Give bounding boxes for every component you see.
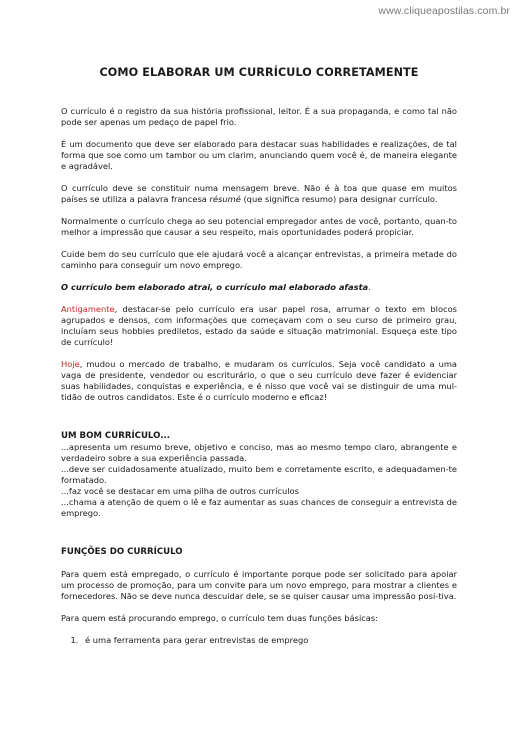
list-item: 1. é uma ferramenta para gerar entrevistas de emprego	[81, 635, 457, 646]
document-body	[61, 67, 457, 646]
functions-list	[61, 635, 457, 646]
paragraph-employed: Para quem está empregado, o currículo é importante porque pode ser solicitado para apoiar um processo de promoção, para um convite para um novo emprego, para mostrar a clientes e fornecedores. Não se deve nunca descuidar dele, se se quiser causar uma impressão posi-tiva.	[61, 569, 457, 601]
paragraph-motto	[61, 282, 457, 293]
list-item: ...chama a atenção de quem o lê e faz aumentar as suas chances de conseguir a entrevista de emprego.	[61, 497, 457, 518]
paragraph-document: É um documento que deve ser elaborado para destacar suas habilidades e realizações, de tal forma que soe como um tambor ou um clarim, anunciando quem você é, de maneira elegante e agradável.	[61, 139, 457, 171]
text-span: O currículo deve se constituir numa mensagem breve. Não é à toa que quase em muitos países se utiliza a palavra francesa	[61, 183, 457, 204]
document-title: COMO ELABORAR UM CURRÍCULO CORRETAMENTE	[99, 66, 419, 79]
motto-text: O currículo bem elaborado atrai, o currículo mal elaborado afasta	[61, 282, 369, 292]
motto-period: .	[368, 282, 371, 292]
heading-good-resume: UM BOM CURRÍCULO...	[61, 431, 171, 441]
heading-functions: FUNÇÕES DO CURRÍCULO	[61, 547, 183, 557]
paragraph-care: Cuide bem do seu currículo que ele ajudará você a alcançar entrevistas, a primeira metade do caminho para conseguir um novo emprego.	[61, 249, 457, 270]
list-item: ...faz você se destacar em uma pilha de outros currículos	[61, 486, 299, 496]
good-resume-list	[61, 442, 457, 519]
list-item: ...deve ser cuidadosamente atualizado, muito bem e corretamente escrito, e adequadamen-te formatado.	[61, 464, 457, 485]
text-span: (que significa resumo) para designar currículo.	[240, 194, 438, 204]
text-span: , mudou o mercado de trabalho, e mudaram os currículos. Seja você candidato a uma vaga de presidente, vendedor ou escriturário, o que o seu currículo deve fazer é evidenciar suas habilidades, conquistas e experiência, e é nisso que você vai se distinguir de uma mul-tidão de outros candidatos. Este é o currículo moderno e eficaz!	[61, 359, 457, 402]
list-item: ...apresenta um resumo breve, objetivo e conciso, mas ao mesmo tempo claro, abrangente e verdadeiro sobre a sua experiência passada.	[61, 442, 457, 463]
paragraph-before	[61, 304, 457, 348]
highlight-hoje: Hoje	[61, 359, 80, 369]
paragraph-resume	[61, 183, 457, 205]
site-url[interactable]: www.cliqueapostilas.com.br	[378, 5, 510, 17]
text-span: , destacar-se pelo currículo era usar papel rosa, arrumar o texto em blocos agrupados e densos, com informações que começavam com o seu curso de primeiro grau, incluíam seus hobbies prediletos, estado da saúde e situação matrimonial. Esqueça este tipo de currículo!	[61, 304, 457, 347]
paragraph-impression: Normalmente o currículo chega ao seu potencial empregador antes de você, portanto, quan-to melhor a impressão que causar a seu respeito, mais oportunidades poderá propiciar.	[61, 216, 457, 237]
highlight-antigamente: Antigamente	[61, 304, 115, 314]
paragraph-today	[61, 359, 457, 403]
paragraph-intro: O currículo é o registro da sua história profissional, leitor. É a sua propaganda, e como tal não pode ser apenas um pedaço de papel frio.	[61, 106, 457, 127]
resume-term: résumé	[209, 194, 241, 204]
paragraph-seeking: Para quem está procurando emprego, o currículo tem duas funções básicas:	[61, 613, 379, 623]
